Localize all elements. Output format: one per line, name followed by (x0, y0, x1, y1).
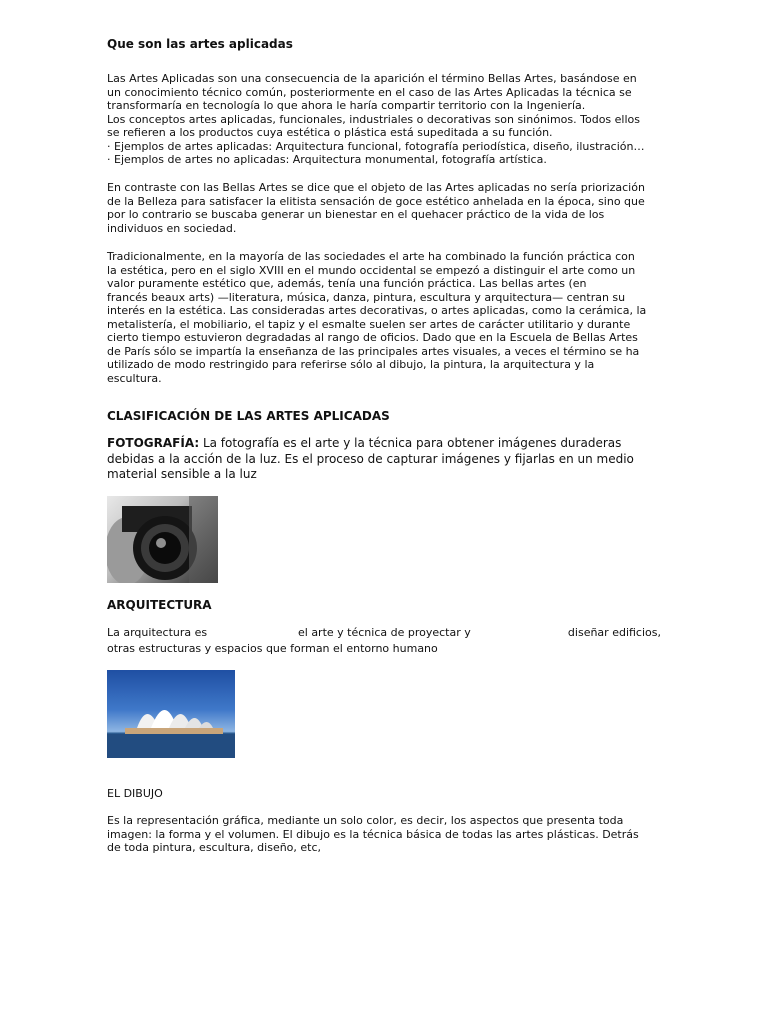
text-line: Los conceptos artes aplicadas, funcionales, industriales o decorativas son sinónimos. Todos ellos (107, 112, 641, 126)
text-line: la estética, pero en el siglo XVIII en el mundo occidental se empezó a distinguir el arte como un (107, 263, 636, 277)
camera-photo (107, 496, 218, 583)
text-line: · Ejemplos de artes no aplicadas: Arquitectura monumental, fotografía artística. (107, 153, 547, 166)
text-line: · Ejemplos de artes aplicadas: Arquitectura funcional, fotografía periodística, diseño, ilustración… (107, 139, 645, 153)
camera-lens-icon (107, 496, 218, 583)
text-line: Es la representación gráfica, mediante un solo color, es decir, los aspectos que presenta toda (107, 814, 624, 827)
arquitectura-heading: ARQUITECTURA (107, 598, 212, 612)
text-line: metalistería, el mobiliario, el tapiz y el esmalte suelen ser artes de carácter utilitario y durante (107, 317, 631, 331)
text-line: valor puramente estético que, además, tenía una función práctica. Las bellas artes (en (107, 277, 587, 290)
text-line: interés en la estética. Las consideradas artes decorativas, o artes aplicadas, como la cerámica, la (107, 304, 647, 317)
text-line: de la Belleza para satisfacer la elitista sensación de goce estético anhelada en la época, sino que (107, 194, 645, 208)
fotografia-paragraph (107, 436, 661, 483)
text-line: se refieren a los productos cuya estética o plástica está supeditada a su función. (107, 126, 553, 139)
text-line: utilizado de modo restringido para referirse sólo al dibujo, la pintura, la arquitectura y la (107, 358, 595, 371)
text-line: imagen: la forma y el volumen. El dibujo es la técnica básica de todas las artes plásticas. Detrás (107, 827, 639, 841)
contrast-paragraph (107, 181, 661, 235)
text-line: francés beaux arts) —literatura, música, danza, pintura, escultura y arquitectura— centran su (107, 290, 626, 304)
dibujo-heading: EL DIBUJO (107, 787, 163, 800)
fotografia-label: FOTOGRAFÍA: (107, 436, 200, 450)
traditional-paragraph (107, 250, 661, 385)
classification-heading: CLASIFICACIÓN DE LAS ARTES APLICADAS (107, 409, 390, 423)
text-line: En contraste con las Bellas Artes se dice que el objeto de las Artes aplicadas no sería priorización (107, 181, 645, 194)
text-line: transformaría en tecnología lo que ahora le haría compartir territorio con la Ingeniería. (107, 99, 586, 112)
arquitectura-line-2: otras estructuras y espacios que forman el entorno humano (107, 642, 438, 655)
text-line: por lo contrario se buscaba generar un bienestar en el quehacer práctico de la vida de los (107, 208, 605, 221)
text-line: un conocimiento técnico común, posteriormente en el caso de las Artes Aplicadas la técnica se (107, 85, 632, 99)
text-line: escultura. (107, 371, 162, 385)
intro-paragraph (107, 72, 661, 167)
fotografia-text: La fotografía es el arte y la técnica para obtener imágenes duraderas debidas a la acción de la luz. Es el proceso de capturar imágenes y fijarlas en un medio material sensible a la luz (107, 436, 634, 481)
text-line: de París sólo se impartía la enseñanza de las principales artes visuales, a veces el término se ha (107, 344, 640, 358)
opera-house-photo (107, 670, 235, 758)
text-line: Las Artes Aplicadas son una consecuencia de la aparición el término Bellas Artes, basándose en (107, 72, 637, 85)
text-line: cierto tiempo estuvieron degradadas al rango de oficios. Dado que en la Escuela de Bellas Artes (107, 331, 638, 344)
dibujo-paragraph (107, 814, 661, 855)
arquitectura-part-3: diseñar edificios, (567, 626, 661, 639)
arquitectura-part-2: el arte y técnica de proyectar y (298, 626, 471, 639)
text-line: Tradicionalmente, en la mayoría de las sociedades el arte ha combinado la función práctica con (107, 250, 635, 263)
text-line: de toda pintura, escultura, diseño, etc, (107, 841, 322, 854)
arquitectura-part-1: La arquitectura es (107, 626, 208, 639)
document-title: Que son las artes aplicadas (107, 37, 293, 51)
arquitectura-line-1 (107, 626, 661, 640)
text-line: individuos en sociedad. (107, 221, 237, 235)
opera-house-icon (107, 670, 235, 758)
